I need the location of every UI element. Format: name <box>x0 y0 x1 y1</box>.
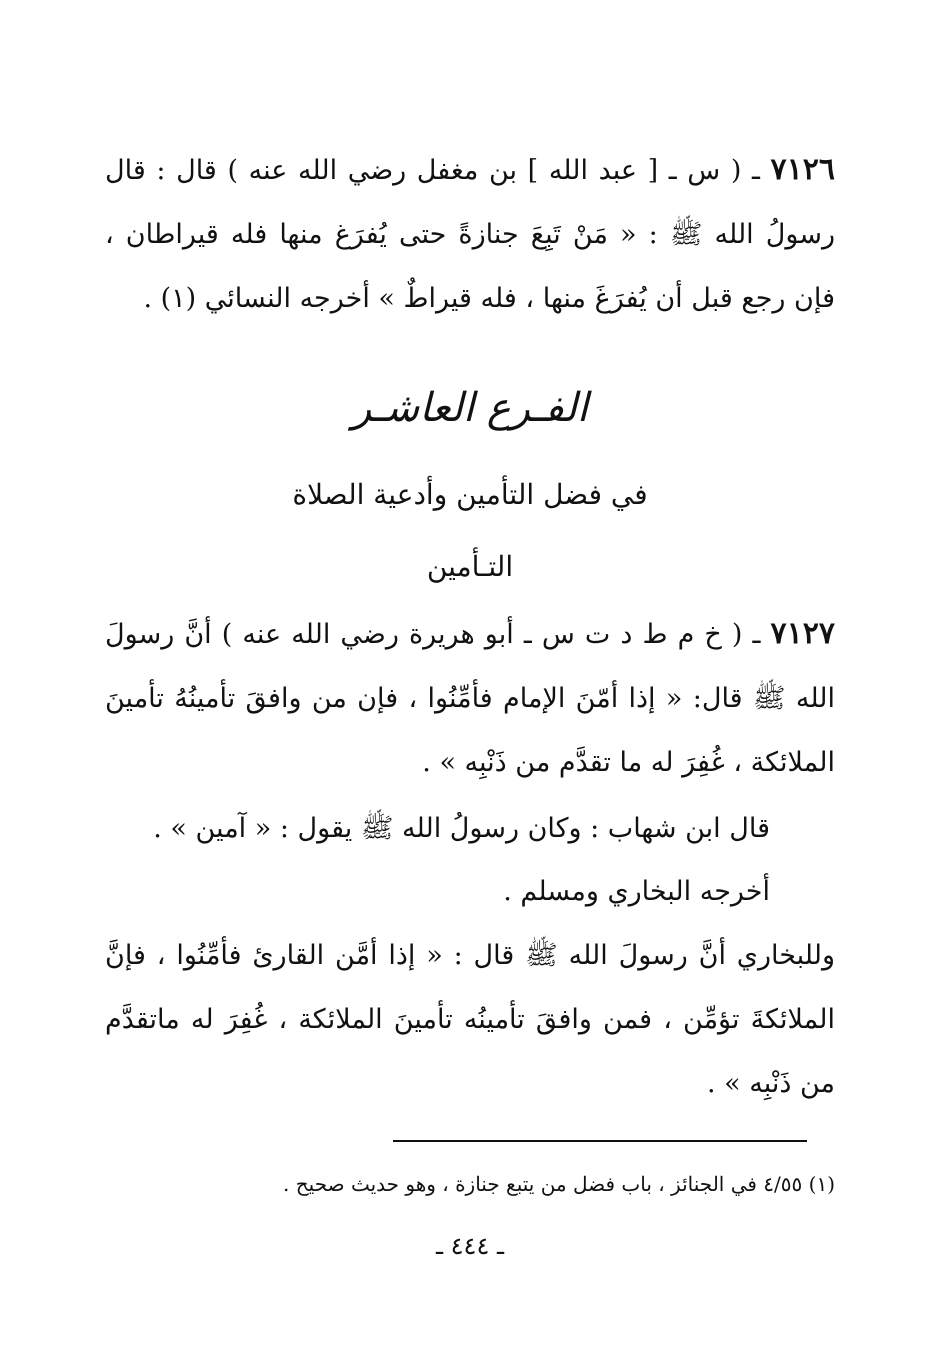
bukhari-paragraph: وللبخاري أنَّ رسولَ الله ﷺ قال : « إذا أمَّن القارئ فأمِّنُوا ، فإنَّ الملائكةَ تؤمِّن ، فمن وافقَ تأمينُه تأمينَ الملائكة ، غُفِرَ له ماتقدَّم من ذَنْبِه » . <box>105 940 835 1099</box>
footnote: (١) ٤/٥٥ في الجنائز ، باب فضل من يتبع جنازة ، وهو حديث صحيح . <box>283 1172 835 1196</box>
chapter-title: في فضل التأمين وأدعية الصلاة <box>292 478 648 511</box>
akhrajahu-line: أخرجه البخاري ومسلم . <box>503 876 770 907</box>
hadith-7127-paragraph <box>105 602 835 795</box>
hadith-7126-number: ٧١٢٦ <box>770 152 835 187</box>
page-number: ـ ٤٤٤ ـ <box>435 1232 504 1260</box>
hadith-7126-paragraph <box>105 138 835 331</box>
ibn-shihab-line: قال ابن شهاب : وكان رسولُ الله ﷺ يقول : « آمين » . <box>153 813 770 844</box>
hadith-7127-text: ـ ( خ م ط د ت س ـ أبو هريرة رضي الله عنه ) أنَّ رسولَ الله ﷺ قال: « إذا أمّنَ الإمام فأمِّنُوا ، فإن من وافقَ تأمينُهُ تأمينَ الملائكة ، غُفِرَ له ما تقدَّم من ذَنْبِه » . <box>105 619 835 778</box>
subheading: التـأمين <box>426 550 514 583</box>
section-title: الفـرع العاشـر <box>352 385 588 431</box>
hadith-7126-text: ـ ( س ـ [ عبد الله ] بن مغفل رضي الله عنه ) قال : قال رسولُ الله ﷺ : « مَنْ تَبِعَ جنازةً حتى يُفرَغ منها فله قيراطان ، فإن رجع قبل أن يُفرَغَ منها ، فله قيراطٌ » أخرجه النسائي (١) . <box>105 155 835 314</box>
footnote-divider <box>393 1140 807 1142</box>
hadith-7127-number: ٧١٢٧ <box>770 616 835 651</box>
